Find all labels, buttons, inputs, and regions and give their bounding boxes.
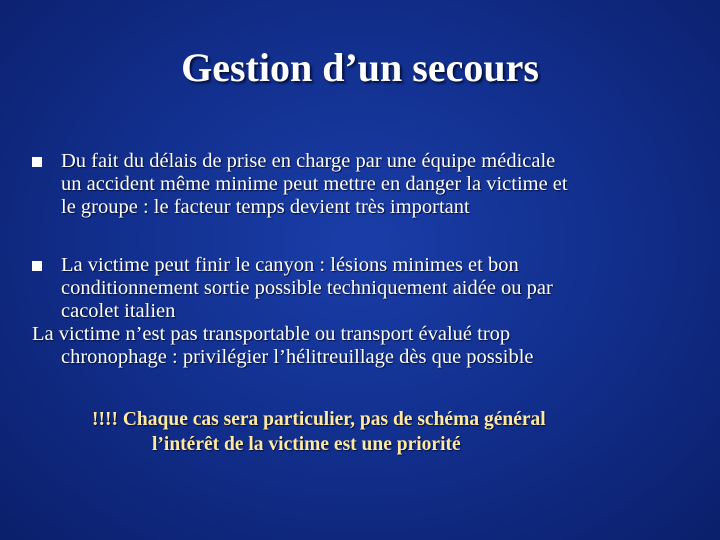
- bullet-continuation: conditionnement sortie possible techniquement aidée ou par: [61, 277, 553, 299]
- bullet-item-1: [32, 150, 692, 219]
- emphasis-line-2: l’intérêt de la victime est une priorité: [152, 434, 461, 455]
- bullet-item-2: [32, 254, 692, 369]
- paragraph-line: La victime n’est pas transportable ou transport évalué trop: [32, 323, 511, 345]
- bullet-line: [32, 254, 692, 277]
- square-bullet-icon: [32, 261, 42, 271]
- emphasis-note: [92, 407, 692, 457]
- bullet-continuation: cacolet italien: [61, 300, 176, 322]
- paragraph-continuation: chronophage : privilégier l’hélitreuillage dès que possible: [61, 346, 534, 368]
- bullet-text: La victime peut finir le canyon : lésions minimes et bon: [61, 254, 519, 276]
- bullet-continuation: un accident même minime peut mettre en danger la victime et: [61, 173, 568, 195]
- bullet-line: [32, 150, 692, 173]
- emphasis-line-1: !!!! Chaque cas sera particulier, pas de schéma général: [92, 409, 546, 430]
- bullet-text: Du fait du délais de prise en charge par une équipe médicale: [61, 150, 556, 172]
- bullet-continuation: le groupe : le facteur temps devient très important: [61, 196, 470, 218]
- slide-title: Gestion d’un secours: [181, 45, 539, 90]
- square-bullet-icon: [32, 157, 42, 167]
